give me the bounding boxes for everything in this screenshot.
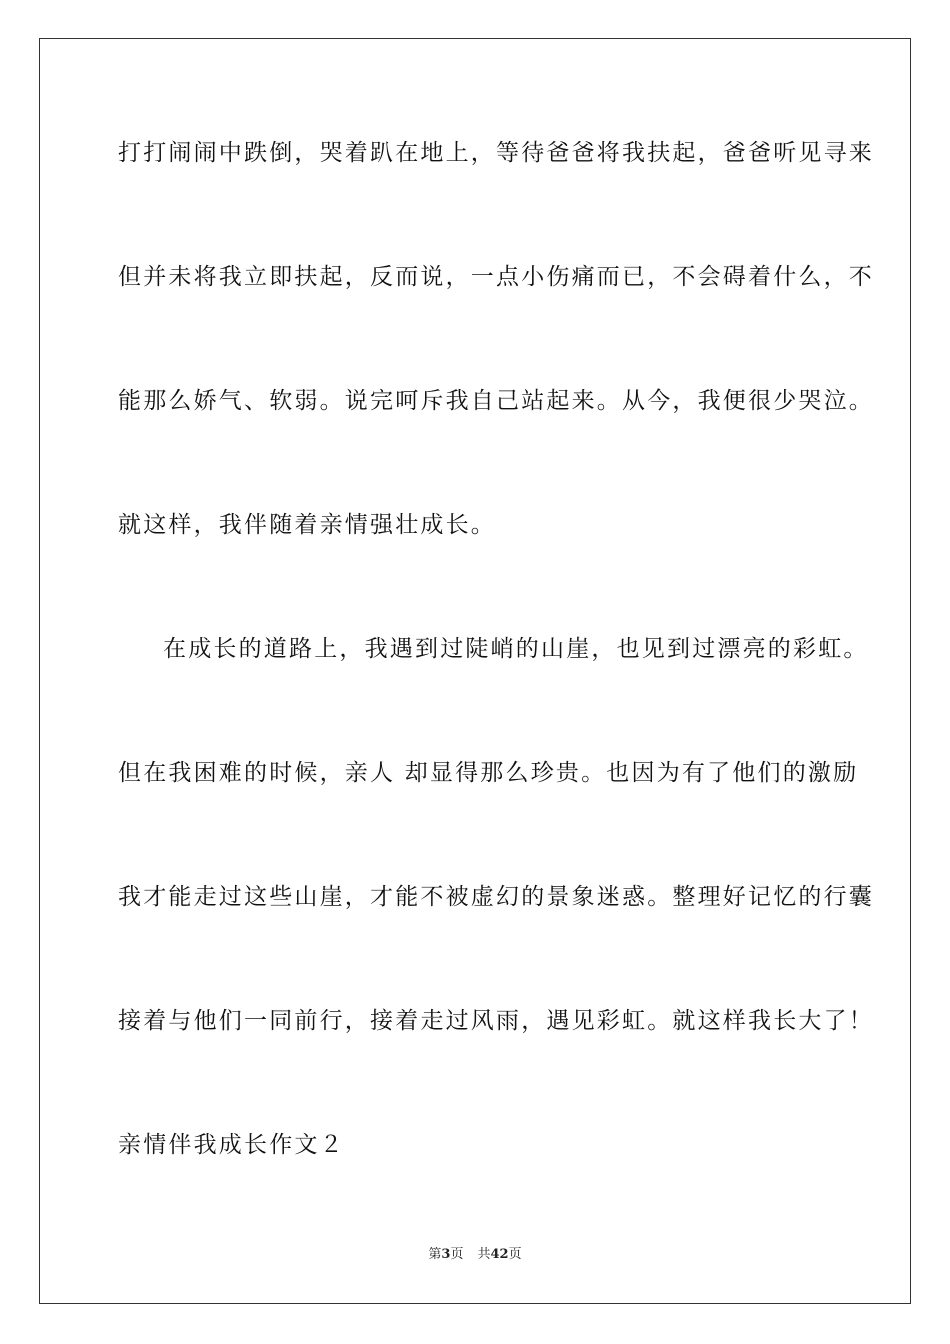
paragraph-line-4: 就这样，我伴随着亲情强壮成长。 — [118, 512, 496, 538]
total-prefix: 共 — [477, 1247, 491, 1262]
page-footer — [0, 1247, 950, 1263]
paragraph-line-8: 接着与他们一同前行，接着走过风雨，遇见彩虹。就这样我长大了！ — [118, 1008, 874, 1034]
paragraph-line-3: 能那么娇气、软弱。说完呵斥我自己站起来。从今，我便很少哭泣。 — [118, 388, 874, 414]
page-border — [39, 38, 911, 1304]
section-heading: 亲情伴我成长作文２ — [118, 1132, 345, 1158]
paragraph-line-5: 在成长的道路上，我遇到过陡峭的山崖，也见到过漂亮的彩虹。 — [163, 636, 869, 662]
paragraph-line-7: 我才能走过这些山崖，才能不被虚幻的景象迷惑。整理好记忆的行囊 — [118, 884, 874, 910]
paragraph-line-6: 但在我困难的时候，亲人 却显得那么珍贵。也因为有了他们的激励 — [118, 760, 859, 786]
page-prefix: 第 — [428, 1247, 442, 1262]
paragraph-line-1: 打打闹闹中跌倒，哭着趴在地上，等待爸爸将我扶起，爸爸听见寻来 — [118, 140, 874, 166]
page-number: 3 — [441, 1247, 451, 1262]
paragraph-line-2: 但并未将我立即扶起，反而说，一点小伤痛而已，不会碍着什么，不 — [118, 264, 874, 290]
total-suffix: 页 — [508, 1247, 522, 1262]
page-suffix: 页 — [450, 1247, 464, 1262]
total-pages: 42 — [490, 1247, 509, 1262]
